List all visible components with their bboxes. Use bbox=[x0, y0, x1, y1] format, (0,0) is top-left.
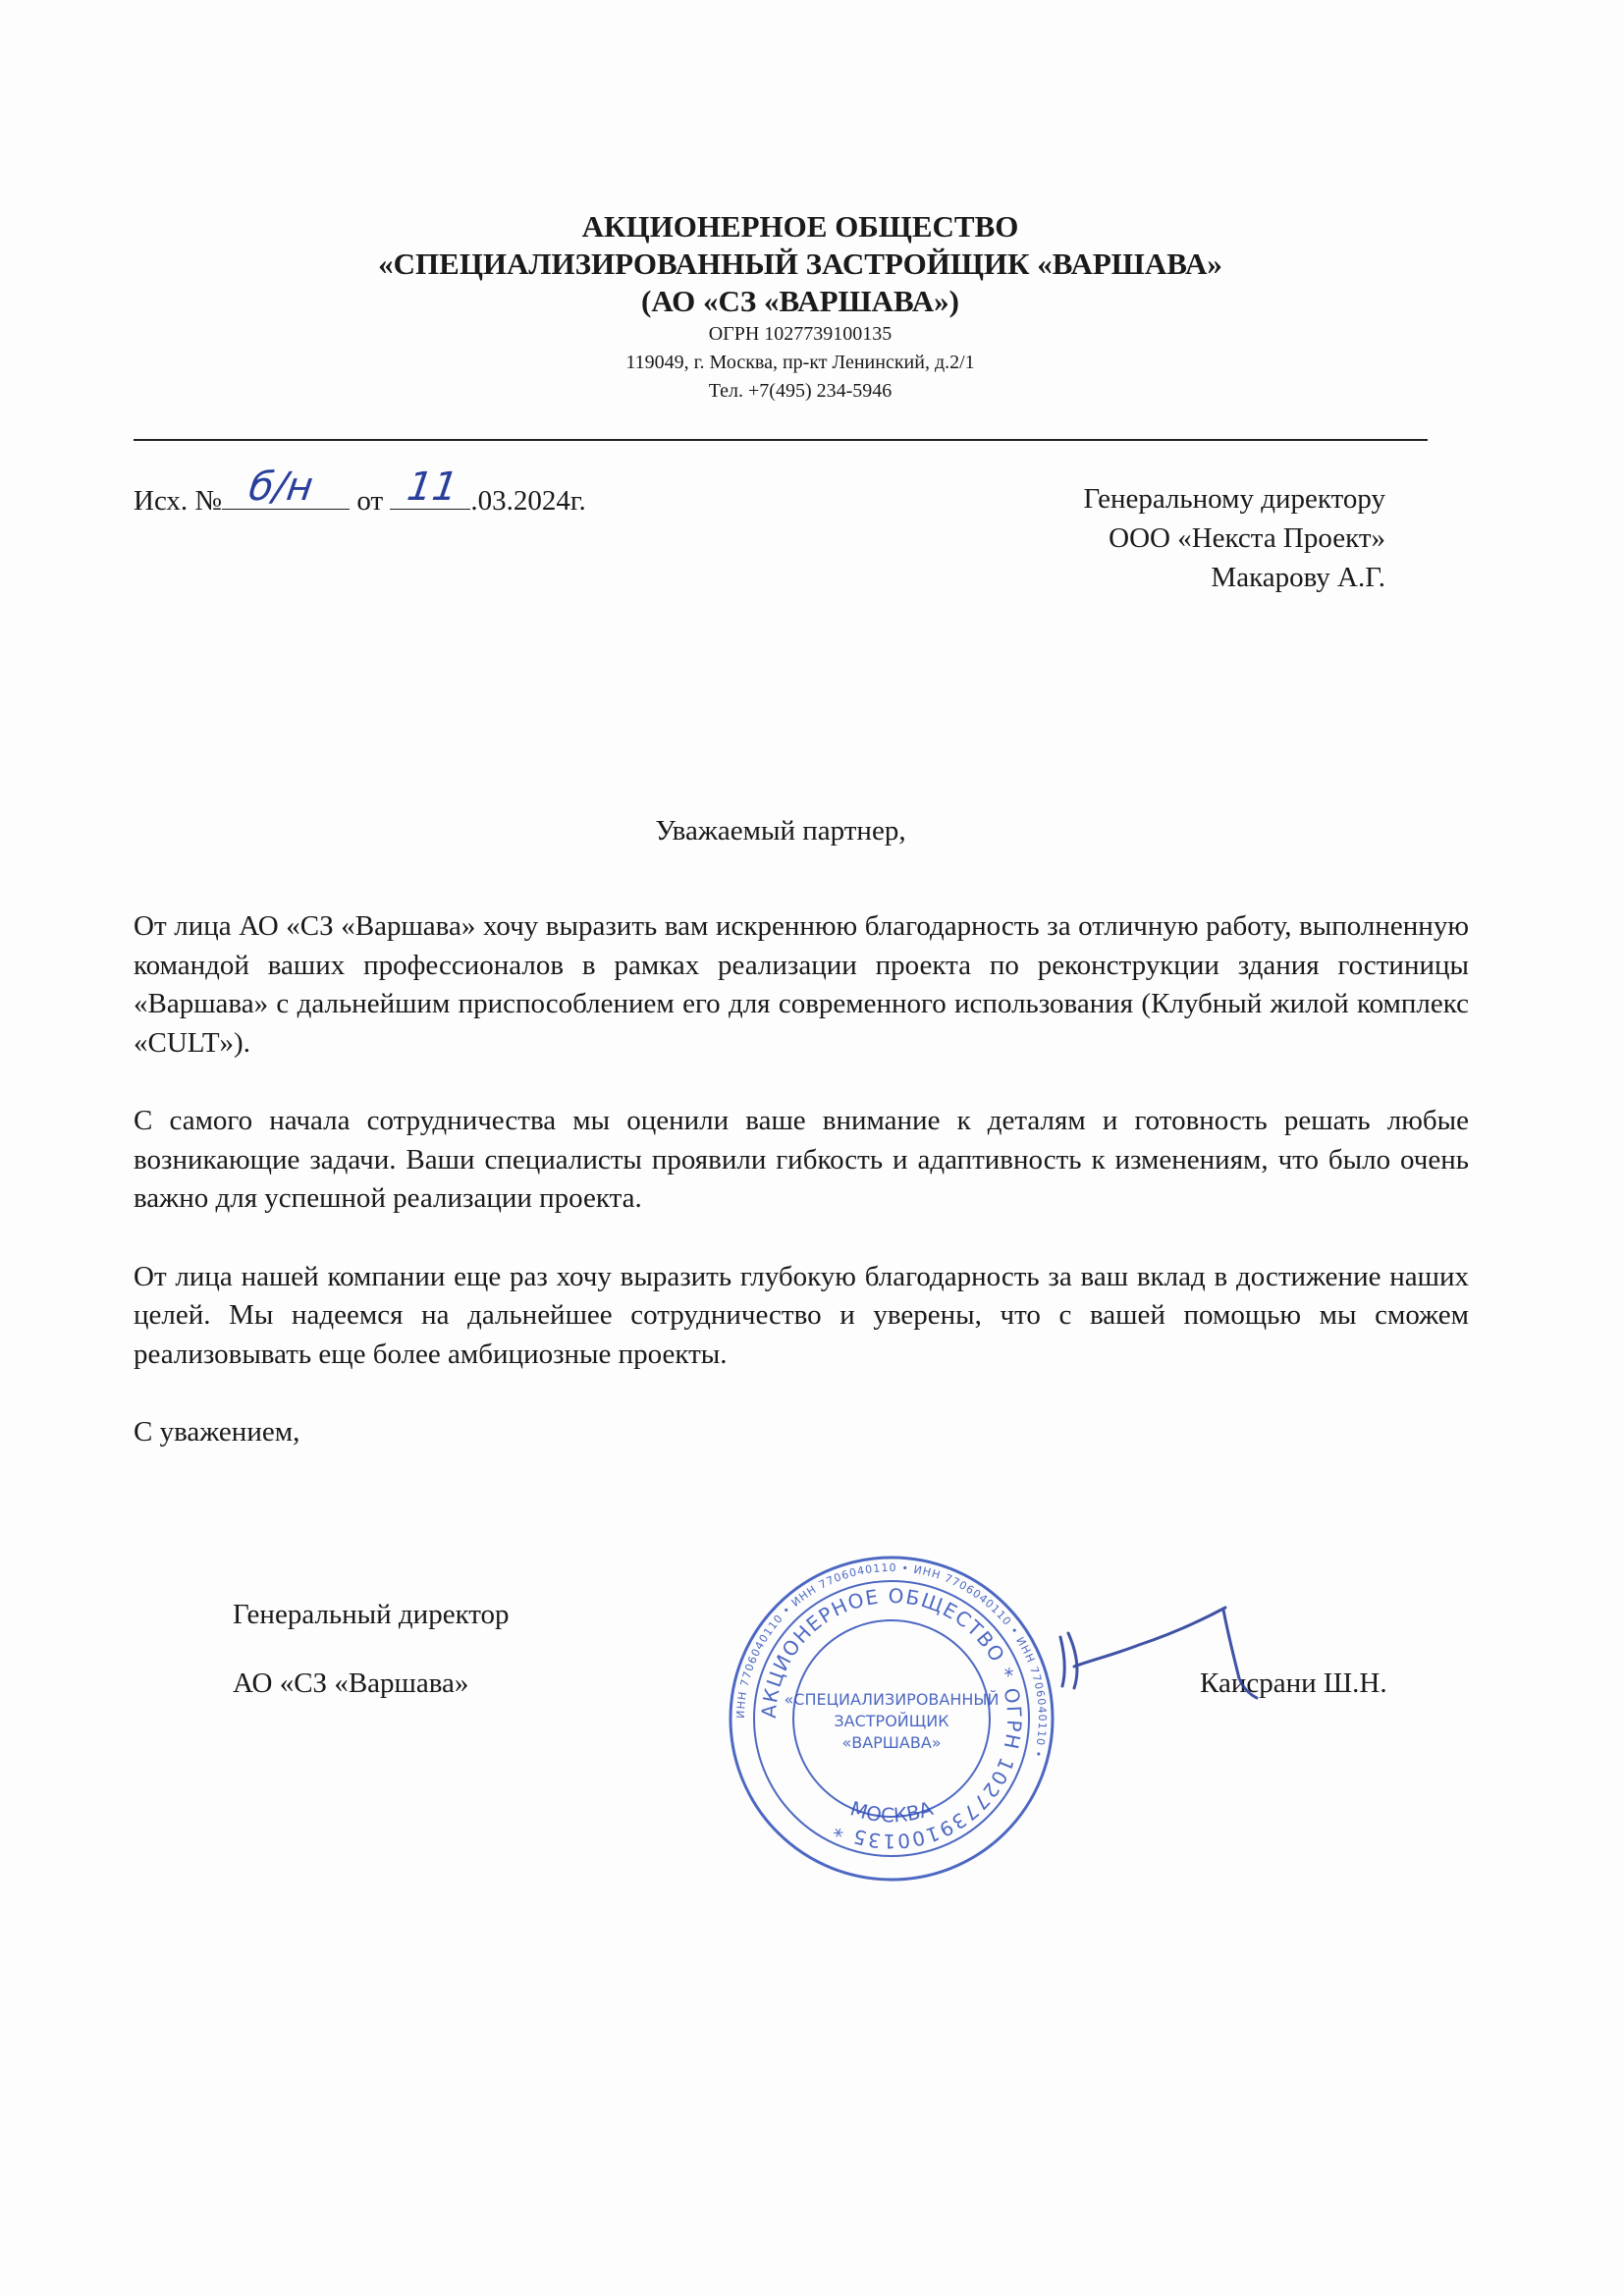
seal-outer-ring-text: АКЦИОНЕРНОЕ ОБЩЕСТВО * ОГРН 1027739100135 * bbox=[756, 1583, 1027, 1854]
date-day-field bbox=[390, 465, 470, 510]
letter-body bbox=[134, 907, 1469, 1452]
body-paragraph-2: С самого начала сотрудничества мы оценили ваше внимание к деталям и готовность решать любые возникающие задачи. Ваши специалисты проявили гибкость и адаптивность к изменениям, что было очень важно для успешной реализации проекта. bbox=[134, 1105, 1469, 1214]
seal-center-line1: «СПЕЦИАЛИЗИРОВАННЫЙ bbox=[784, 1690, 1000, 1709]
body-paragraph-1: От лица АО «СЗ «Варшава» хочу выразить вам искреннюю благодарность за отличную работу, выполненную командой ваших профессионалов в рамках реализации проекта по реконструкции здания гостиницы «Варшава» с дальнейшим приспособлением его для современного использования (Клубный жилой комплекс «CULT»). bbox=[134, 910, 1469, 1059]
body-paragraph-3: От лица нашей компании еще раз хочу выразить глубокую благодарность за ваш вклад в достижение наших целей. Мы надеемся на дальнейшее сотрудничество и уверены, что с вашей помощью мы сможем реализовывать еще более амбициозные проекты. bbox=[134, 1260, 1469, 1370]
recipient-position: Генеральному директору bbox=[1083, 483, 1385, 515]
date-label: от bbox=[356, 485, 384, 517]
letterhead bbox=[196, 208, 1404, 406]
greeting: Уважаемый партнер, bbox=[655, 815, 906, 847]
signatory-title: Генеральный директор bbox=[233, 1599, 510, 1630]
org-phone: Тел. +7(495) 234-5946 bbox=[708, 380, 893, 402]
org-ogrn: ОГРН 1027739100135 bbox=[708, 323, 893, 345]
date-rest: .03.2024г. bbox=[470, 485, 586, 517]
org-short-name: (АО «СЗ «ВАРШАВА») bbox=[641, 284, 959, 318]
letterhead-divider bbox=[134, 439, 1428, 441]
seal-center-line2: ЗАСТРОЙЩИК bbox=[834, 1712, 949, 1730]
outgoing-reference bbox=[134, 465, 586, 520]
recipient-company: ООО «Некста Проект» bbox=[1109, 522, 1385, 554]
date-day-handwritten: 11 bbox=[405, 465, 461, 510]
org-address: 119049, г. Москва, пр-кт Ленинский, д.2/1 bbox=[625, 352, 975, 373]
out-number-handwritten: б/н bbox=[245, 465, 316, 510]
signatory-name: Каисрани Ш.Н. bbox=[1200, 1667, 1387, 1699]
seal-center-line3: «ВАРШАВА» bbox=[841, 1733, 942, 1752]
org-name: «СПЕЦИАЛИЗИРОВАННЫЙ ЗАСТРОЙЩИК «ВАРШАВА» bbox=[378, 246, 1222, 281]
out-number-label: Исх. № bbox=[134, 485, 223, 517]
company-seal-stamp bbox=[725, 1552, 1058, 1886]
seal-inn-ring: ИНН 7706040110 • ИНН 7706040110 • ИНН 7706040110 • ИНН 7706040110 • bbox=[733, 1560, 1050, 1760]
seal-city: МОСКВА bbox=[847, 1796, 936, 1828]
closing-phrase: С уважением, bbox=[134, 1416, 300, 1448]
recipient-name: Макарову А.Г. bbox=[1211, 562, 1385, 593]
handwritten-signature bbox=[1031, 1576, 1267, 1704]
recipient-block bbox=[1084, 479, 1385, 597]
out-number-field bbox=[222, 465, 350, 510]
org-type: АКЦИОНЕРНОЕ ОБЩЕСТВО bbox=[581, 209, 1019, 244]
signatory-organization: АО «СЗ «Варшава» bbox=[233, 1667, 469, 1699]
